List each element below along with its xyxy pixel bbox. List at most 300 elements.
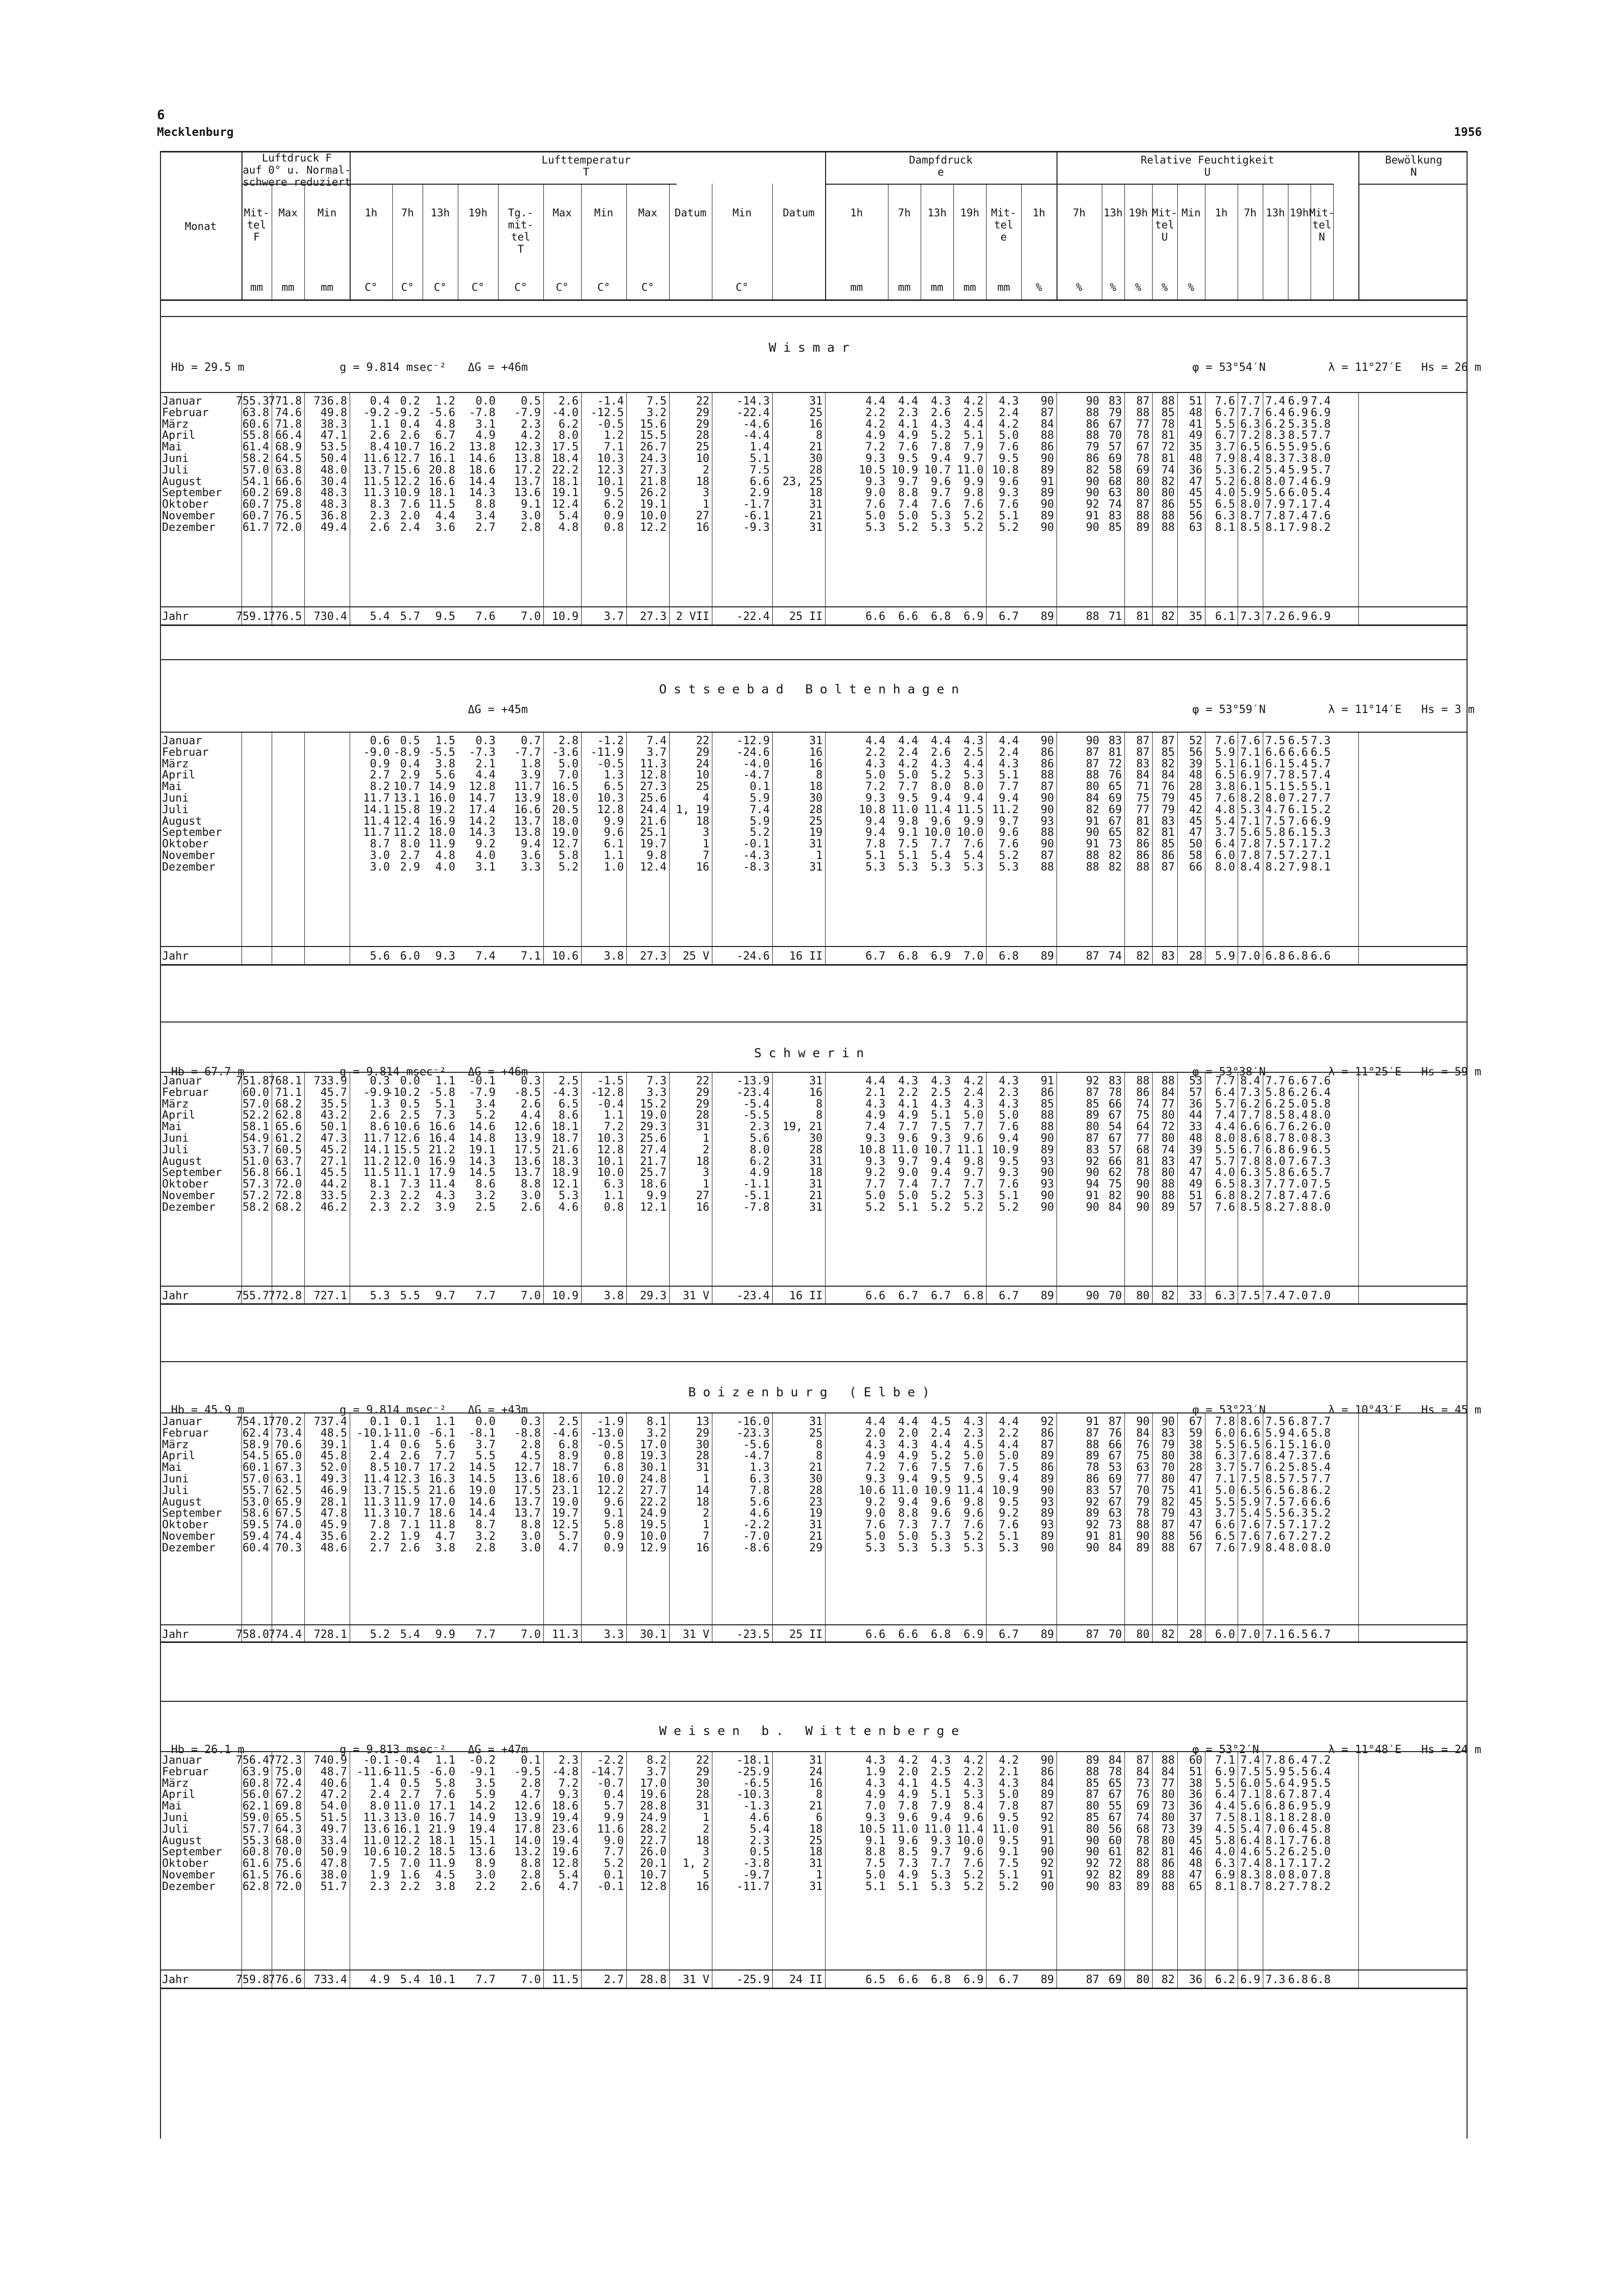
cell-value: 7.4 bbox=[1311, 396, 1331, 407]
cell-value: 0.8 bbox=[604, 1451, 624, 1462]
cell-value: 9.3 bbox=[865, 477, 885, 488]
cell-value: 3.9 bbox=[521, 770, 541, 781]
cell-value: 71.8 bbox=[275, 419, 302, 430]
cell-value: 7.3 bbox=[646, 1076, 667, 1087]
cell-value: 25.6 bbox=[640, 793, 667, 804]
cell-value: 4.2 bbox=[963, 1076, 984, 1087]
cell-value: 4.7 bbox=[435, 1531, 455, 1542]
cell-value: 43.2 bbox=[320, 1110, 347, 1121]
cell-value: 60.8 bbox=[242, 1847, 269, 1858]
cell-value: 90 bbox=[1086, 1836, 1100, 1847]
header-bottom-rule bbox=[160, 299, 1467, 301]
cell-value: 61.6 bbox=[242, 1858, 269, 1869]
cell-value: 17.9 bbox=[429, 1167, 455, 1178]
table-col-divider bbox=[772, 1751, 773, 1988]
cell-value: 9.4 bbox=[931, 1167, 951, 1178]
cell-value: 3.8 bbox=[604, 951, 624, 962]
cell-value: 7.8 bbox=[1311, 1870, 1331, 1881]
cell-value: 5.2 bbox=[999, 1881, 1019, 1893]
cell-value: 7.7 bbox=[1265, 1179, 1285, 1190]
cell-value: 13.8 bbox=[514, 827, 541, 838]
cell-value: 5.9 bbox=[475, 1789, 496, 1800]
cell-value: 1 bbox=[816, 1870, 823, 1881]
cell-value: 1.1 bbox=[370, 419, 390, 430]
cell-value: 7.7 bbox=[475, 1975, 496, 1986]
cell-value: 6.2 bbox=[1288, 1847, 1308, 1858]
cell-value: 6.1 bbox=[1215, 611, 1235, 622]
cell-value: -14.7 bbox=[591, 1767, 624, 1778]
cell-value: 91 bbox=[1086, 1191, 1100, 1202]
cell-value: 1 bbox=[816, 850, 823, 861]
header-col-divider bbox=[825, 184, 826, 299]
cell-value: 4.5 bbox=[435, 1870, 455, 1881]
cell-value: 776.5 bbox=[269, 611, 302, 622]
cell-value: 6.3 bbox=[1215, 1291, 1235, 1302]
station-param-dg: ΔG = +45m bbox=[468, 703, 528, 716]
cell-value: 4.3 bbox=[898, 1440, 918, 1451]
cell-value: 9.2 bbox=[999, 1508, 1019, 1519]
cell-value: 10.7 bbox=[393, 1462, 420, 1473]
cell-value: 3.7 bbox=[646, 747, 667, 758]
cell-value: 7.5 bbox=[646, 396, 667, 407]
cell-value: 21.7 bbox=[640, 1156, 667, 1167]
month-label: November bbox=[162, 1191, 215, 1202]
cell-value: 50.4 bbox=[320, 453, 347, 464]
cell-value: 5.3 bbox=[1240, 805, 1260, 816]
cell-value: 89 bbox=[1041, 1789, 1054, 1800]
cell-value: 28.2 bbox=[640, 1824, 667, 1835]
cell-value: 47.8 bbox=[320, 1508, 347, 1519]
cell-value: 48 bbox=[1189, 770, 1203, 781]
cell-value: 62 bbox=[1109, 1167, 1122, 1178]
cell-value: 28 bbox=[696, 1789, 710, 1800]
cell-value: 2 bbox=[703, 1508, 709, 1519]
cell-value: 6.6 bbox=[898, 611, 918, 622]
cell-value: 5.9 bbox=[1288, 442, 1308, 453]
cell-value: 29 bbox=[696, 1087, 710, 1098]
cell-value: 6.3 bbox=[1215, 1858, 1235, 1869]
cell-value: 88 bbox=[1041, 1122, 1054, 1133]
cell-value: 5.8 bbox=[435, 1778, 455, 1789]
cell-value: 70 bbox=[1109, 1291, 1122, 1302]
cell-value: 7.6 bbox=[963, 499, 984, 510]
cell-value: 6.8 bbox=[1265, 1145, 1285, 1156]
cell-value: 7.3 bbox=[1311, 1156, 1331, 1167]
cell-value: 8.0 bbox=[400, 839, 420, 850]
cell-value: 5.2 bbox=[963, 1870, 984, 1881]
cell-value: -11.0 bbox=[387, 1428, 420, 1439]
cell-value: 5.0 bbox=[999, 1110, 1019, 1121]
cell-value: 19.5 bbox=[640, 1520, 667, 1531]
cell-value: 9.2 bbox=[475, 839, 496, 850]
cell-value: 9.3 bbox=[865, 793, 885, 804]
cell-value: 76.6 bbox=[275, 1870, 302, 1881]
cell-value: 4.2 bbox=[999, 419, 1019, 430]
cell-value: 6.0 bbox=[1215, 1428, 1235, 1439]
cell-value: 7.7 bbox=[1265, 770, 1285, 781]
cell-value: 5.3 bbox=[1215, 465, 1235, 476]
cell-value: 16.4 bbox=[429, 1133, 455, 1144]
cell-value: 18.0 bbox=[552, 816, 579, 827]
cell-value: 30.1 bbox=[640, 1629, 667, 1640]
cell-value: 9.3 bbox=[931, 1133, 951, 1144]
cell-value: 45.7 bbox=[320, 1087, 347, 1098]
cell-value: 7.6 bbox=[1240, 1451, 1260, 1462]
cell-value: 14.3 bbox=[469, 488, 496, 499]
cell-value: 12.8 bbox=[597, 1145, 624, 1156]
cell-value: 9.5 bbox=[999, 1497, 1019, 1508]
cell-value: 74 bbox=[1109, 499, 1122, 510]
cell-value: 2.3 bbox=[750, 1122, 770, 1133]
cell-value: 63.1 bbox=[275, 1474, 302, 1485]
cell-value: 0.4 bbox=[370, 396, 390, 407]
cell-value: 4.9 bbox=[898, 1870, 918, 1881]
cell-value: 26.7 bbox=[640, 442, 667, 453]
cell-value: 8 bbox=[816, 1789, 823, 1800]
cell-value: 75.6 bbox=[275, 1858, 302, 1869]
cell-value: 78 bbox=[1109, 1087, 1122, 1098]
cell-value: 80 bbox=[1136, 477, 1150, 488]
cell-value: 6.7 bbox=[1240, 1145, 1260, 1156]
header-col-label: Datum bbox=[675, 208, 706, 218]
cell-value: 57 bbox=[1109, 442, 1122, 453]
cell-value: 77 bbox=[1136, 419, 1150, 430]
cell-value: 5.3 bbox=[865, 522, 885, 533]
cell-value: 81 bbox=[1109, 1531, 1122, 1542]
cell-value: 2.6 bbox=[521, 1881, 541, 1893]
header-col-label: 7h bbox=[1244, 208, 1256, 218]
cell-value: 90 bbox=[1136, 1179, 1150, 1190]
cell-value: 6.6 bbox=[1311, 1497, 1331, 1508]
cell-value: 5.2 bbox=[1215, 477, 1235, 488]
cell-value: 1.4 bbox=[750, 442, 770, 453]
cell-value: 57 bbox=[1189, 1087, 1203, 1098]
cell-value: 53 bbox=[1109, 1462, 1122, 1473]
cell-value: 67 bbox=[1109, 1789, 1122, 1800]
cell-value: 74 bbox=[1136, 1099, 1150, 1110]
cell-value: 5.4 bbox=[400, 1629, 420, 1640]
header-unit: mm bbox=[282, 282, 294, 293]
cell-value: 10.9 bbox=[552, 611, 579, 622]
cell-value: 90 bbox=[1041, 1202, 1054, 1213]
cell-value: 11.7 bbox=[514, 781, 541, 793]
cell-value: 9.4 bbox=[931, 1156, 951, 1167]
cell-value: 4.3 bbox=[865, 1440, 885, 1451]
cell-value: 69 bbox=[1136, 1801, 1150, 1812]
cell-value: 58.2 bbox=[242, 453, 269, 464]
cell-value: -7.3 bbox=[469, 747, 496, 758]
cell-value: 67.5 bbox=[275, 1508, 302, 1519]
header-col-divider bbox=[1333, 184, 1334, 299]
cell-value: -12.5 bbox=[591, 408, 624, 419]
cell-value: 6.4 bbox=[1240, 1836, 1260, 1847]
header-col-divider bbox=[1177, 184, 1178, 299]
cell-value: 6.6 bbox=[898, 1629, 918, 1640]
cell-value: 16.9 bbox=[429, 1156, 455, 1167]
table-col-divider bbox=[241, 732, 242, 964]
cell-value: -9.1 bbox=[469, 1767, 496, 1778]
cell-value: 4.4 bbox=[1215, 1122, 1235, 1133]
station-param-hs: Hs = 26 m bbox=[1421, 361, 1481, 374]
cell-value: 5.3 bbox=[963, 1789, 984, 1800]
cell-value: 2 VII bbox=[676, 611, 709, 622]
cell-value: 4.4 bbox=[931, 1440, 951, 1451]
cell-value: 4.4 bbox=[931, 736, 951, 747]
cell-value: -4.7 bbox=[743, 770, 770, 781]
cell-value: 5.0 bbox=[963, 1110, 984, 1121]
cell-value: 2.3 bbox=[521, 419, 541, 430]
cell-value: 8.9 bbox=[475, 1858, 496, 1869]
cell-value: 8.0 bbox=[1265, 1870, 1285, 1881]
cell-value: 27 bbox=[696, 511, 710, 522]
cell-value: 5.3 bbox=[931, 1543, 951, 1554]
cell-value: -0.7 bbox=[597, 1778, 624, 1789]
cell-value: 7.0 bbox=[865, 1801, 885, 1812]
cell-value: 730.4 bbox=[314, 611, 347, 622]
cell-value: 4.3 bbox=[931, 1076, 951, 1087]
cell-value: 4.8 bbox=[558, 522, 579, 533]
cell-value: 4.4 bbox=[963, 759, 984, 770]
cell-value: 87 bbox=[1086, 1629, 1100, 1640]
cell-value: 2 bbox=[703, 465, 709, 476]
cell-value: 755.7 bbox=[236, 1291, 269, 1302]
cell-value: 5.8 bbox=[1311, 1099, 1331, 1110]
cell-value: 0.5 bbox=[400, 736, 420, 747]
cell-value: 73 bbox=[1162, 1801, 1175, 1812]
cell-value: 5.1 bbox=[865, 1881, 885, 1893]
cell-value: 8.0 bbox=[931, 781, 951, 793]
cell-value: 17.8 bbox=[514, 1824, 541, 1835]
cell-value: 31 bbox=[809, 396, 823, 407]
cell-value: 1 bbox=[703, 1133, 709, 1144]
header-unit: mm bbox=[850, 282, 863, 293]
cell-value: 57.0 bbox=[242, 1099, 269, 1110]
cell-value: 5.0 bbox=[963, 1451, 984, 1462]
cell-value: 1.1 bbox=[435, 1416, 455, 1428]
cell-value: 11.0 bbox=[924, 1824, 951, 1835]
cell-value: 88 bbox=[1162, 1870, 1175, 1881]
cell-value: 13.9 bbox=[514, 1133, 541, 1144]
cell-value: -4.4 bbox=[743, 430, 770, 441]
cell-value: 0.4 bbox=[604, 1789, 624, 1800]
cell-value: 12.7 bbox=[552, 839, 579, 850]
cell-value: 6.8 bbox=[931, 611, 951, 622]
cell-value: 31 bbox=[809, 862, 823, 873]
cell-value: 6.7 bbox=[865, 951, 885, 962]
cell-value: 45.5 bbox=[320, 1167, 347, 1178]
cell-value: 7.4 bbox=[1265, 396, 1285, 407]
cell-value: 90 bbox=[1086, 1291, 1100, 1302]
cell-value: 3 bbox=[703, 827, 709, 838]
cell-value: 10.1 bbox=[597, 477, 624, 488]
cell-value: 9.6 bbox=[898, 1836, 918, 1847]
cell-value: 5.0 bbox=[999, 1789, 1019, 1800]
cell-value: 7.0 bbox=[1240, 1629, 1260, 1640]
cell-value: 25 bbox=[696, 442, 710, 453]
cell-value: 7.4 bbox=[1311, 1789, 1331, 1800]
cell-value: 62.8 bbox=[275, 1110, 302, 1121]
cell-value: 19.1 bbox=[552, 488, 579, 499]
cell-value: 9.6 bbox=[931, 477, 951, 488]
cell-value: 28 bbox=[809, 1485, 823, 1497]
cell-value: 88 bbox=[1136, 862, 1150, 873]
cell-value: 7.5 bbox=[1215, 1813, 1235, 1824]
cell-value: 6.1 bbox=[1265, 1440, 1285, 1451]
cell-value: 0.1 bbox=[400, 1416, 420, 1428]
cell-value: 7.4 bbox=[1240, 1858, 1260, 1869]
cell-value: 759.8 bbox=[236, 1975, 269, 1986]
cell-value: 73 bbox=[1136, 1778, 1150, 1789]
cell-value: 65.0 bbox=[275, 1451, 302, 1462]
cell-value: 23.1 bbox=[552, 1485, 579, 1497]
cell-value: 87 bbox=[1086, 1087, 1100, 1098]
header-unit: mm bbox=[963, 282, 976, 293]
cell-value: 9.4 bbox=[898, 1474, 918, 1485]
cell-value: 8.8 bbox=[865, 1847, 885, 1858]
cell-value: 5.5 bbox=[1288, 1767, 1308, 1778]
table-col-divider bbox=[772, 1412, 773, 1641]
cell-value: -0.1 bbox=[469, 1076, 496, 1087]
cell-value: 7.4 bbox=[750, 805, 770, 816]
cell-value: 7.6 bbox=[1311, 511, 1331, 522]
cell-value: 4 bbox=[703, 793, 709, 804]
station-param-g: g = 9.813 msec⁻² bbox=[340, 1744, 446, 1756]
cell-value: 7.0 bbox=[1288, 1179, 1308, 1190]
cell-value: 90 bbox=[1041, 1191, 1054, 1202]
cell-value: 2.3 bbox=[370, 1881, 390, 1893]
cell-value: -5.6 bbox=[743, 1440, 770, 1451]
cell-value: 6.2 bbox=[750, 1156, 770, 1167]
table-col-divider bbox=[772, 1072, 773, 1303]
cell-value: 4.4 bbox=[898, 736, 918, 747]
header-col-divider bbox=[626, 184, 627, 299]
header-col-label: tel bbox=[247, 220, 266, 230]
cell-value: 20.5 bbox=[552, 805, 579, 816]
cell-value: 5.0 bbox=[1288, 1099, 1308, 1110]
cell-value: 90 bbox=[1041, 1485, 1054, 1497]
header-unit: % bbox=[1036, 282, 1042, 293]
header-col-label: T bbox=[518, 244, 524, 255]
cell-value: 69 bbox=[1136, 465, 1150, 476]
cell-value: 5.4 bbox=[1311, 488, 1331, 499]
cell-value: 27 bbox=[696, 1191, 710, 1202]
cell-value: 16.3 bbox=[429, 1474, 455, 1485]
cell-value: 79 bbox=[1162, 1508, 1175, 1519]
cell-value: 7.7 bbox=[1311, 1474, 1331, 1485]
cell-value: 91 bbox=[1041, 1824, 1054, 1835]
cell-value: 80 bbox=[1086, 781, 1100, 793]
cell-value: 36 bbox=[1189, 465, 1203, 476]
cell-value: 31 bbox=[696, 1801, 710, 1812]
cell-value: 5.4 bbox=[400, 1975, 420, 1986]
cell-value: 2.0 bbox=[898, 1767, 918, 1778]
cell-value: 7.3 bbox=[898, 1858, 918, 1869]
cell-value: 12.5 bbox=[552, 1520, 579, 1531]
cell-value: 84 bbox=[1041, 1778, 1054, 1789]
cell-value: 5.1 bbox=[435, 1099, 455, 1110]
cell-value: 87 bbox=[1086, 759, 1100, 770]
cell-value: 92 bbox=[1086, 499, 1100, 510]
cell-value: 93 bbox=[1041, 816, 1054, 827]
header-unit: C° bbox=[471, 282, 484, 293]
cell-value: 736.8 bbox=[314, 396, 347, 407]
header-col-label: Min bbox=[733, 208, 752, 218]
cell-value: 0.8 bbox=[604, 522, 624, 533]
cell-value: -7.9 bbox=[514, 408, 541, 419]
cell-value: 5.2 bbox=[963, 1531, 984, 1542]
header-unit: % bbox=[1162, 282, 1168, 293]
cell-value: 5.3 bbox=[865, 862, 885, 873]
cell-value: 40.6 bbox=[320, 1778, 347, 1789]
cell-value: 18.1 bbox=[552, 477, 579, 488]
header-group-feucht: U bbox=[1204, 167, 1211, 178]
cell-value: 18.0 bbox=[429, 827, 455, 838]
cell-value: 89 bbox=[1162, 1202, 1175, 1213]
cell-value: 33 bbox=[1189, 1122, 1203, 1133]
cell-value: 1.1 bbox=[604, 1110, 624, 1121]
cell-value: -24.6 bbox=[737, 951, 770, 962]
cell-value: 21 bbox=[809, 1531, 823, 1542]
cell-value: 5.1 bbox=[1288, 1440, 1308, 1451]
cell-value: 84 bbox=[1109, 1543, 1122, 1554]
cell-value: 2.4 bbox=[370, 1789, 390, 1800]
cell-value: 23, 25 bbox=[783, 477, 823, 488]
cell-value: 2.3 bbox=[999, 1087, 1019, 1098]
cell-value: 5.9 bbox=[1265, 1428, 1285, 1439]
header-unit: C° bbox=[365, 282, 377, 293]
cell-value: 4.0 bbox=[435, 862, 455, 873]
cell-value: -7.8 bbox=[469, 408, 496, 419]
cell-value: 17.5 bbox=[514, 1485, 541, 1497]
cell-value: 4.3 bbox=[931, 1755, 951, 1766]
cell-value: 4.5 bbox=[1215, 1824, 1235, 1835]
cell-value: 74 bbox=[1162, 465, 1175, 476]
cell-value: 57.3 bbox=[242, 1179, 269, 1190]
cell-value: 5.4 bbox=[963, 850, 984, 861]
cell-value: 4.3 bbox=[963, 1778, 984, 1789]
cell-value: 84 bbox=[1041, 419, 1054, 430]
table-col-divider bbox=[986, 732, 987, 964]
station-param-hb: Hb = 29.5 m bbox=[171, 361, 245, 374]
month-label: Jahr bbox=[162, 1975, 189, 1986]
cell-value: 2.5 bbox=[400, 1110, 420, 1121]
cell-value: 17.0 bbox=[640, 1440, 667, 1451]
cell-value: -11.5 bbox=[387, 1767, 420, 1778]
cell-value: 47 bbox=[1189, 1520, 1203, 1531]
cell-value: 9.4 bbox=[865, 816, 885, 827]
cell-value: 772.8 bbox=[269, 1291, 302, 1302]
cell-value: 7.4 bbox=[1311, 770, 1331, 781]
cell-value: 86 bbox=[1086, 1474, 1100, 1485]
cell-value: 87 bbox=[1086, 1975, 1100, 1986]
cell-value: 4.9 bbox=[475, 430, 496, 441]
cell-value: 10.9 bbox=[924, 1485, 951, 1497]
cell-value: 29 bbox=[696, 1767, 710, 1778]
cell-value: 6.5 bbox=[558, 1099, 579, 1110]
cell-value: 13.7 bbox=[514, 1508, 541, 1519]
cell-value: 5.9 bbox=[1288, 465, 1308, 476]
cell-value: 7.5 bbox=[1240, 1474, 1260, 1485]
cell-value: 8.1 bbox=[1265, 522, 1285, 533]
cell-value: 77 bbox=[1162, 1778, 1175, 1789]
cell-value: 88 bbox=[1136, 1076, 1150, 1087]
month-label: Februar bbox=[162, 408, 209, 419]
cell-value: 8.6 bbox=[1240, 1416, 1260, 1428]
cell-value: 10.7 bbox=[393, 1508, 420, 1519]
month-label: September bbox=[162, 488, 222, 499]
table-col-divider bbox=[1152, 732, 1153, 964]
station-title: Schwerin bbox=[754, 1046, 871, 1060]
